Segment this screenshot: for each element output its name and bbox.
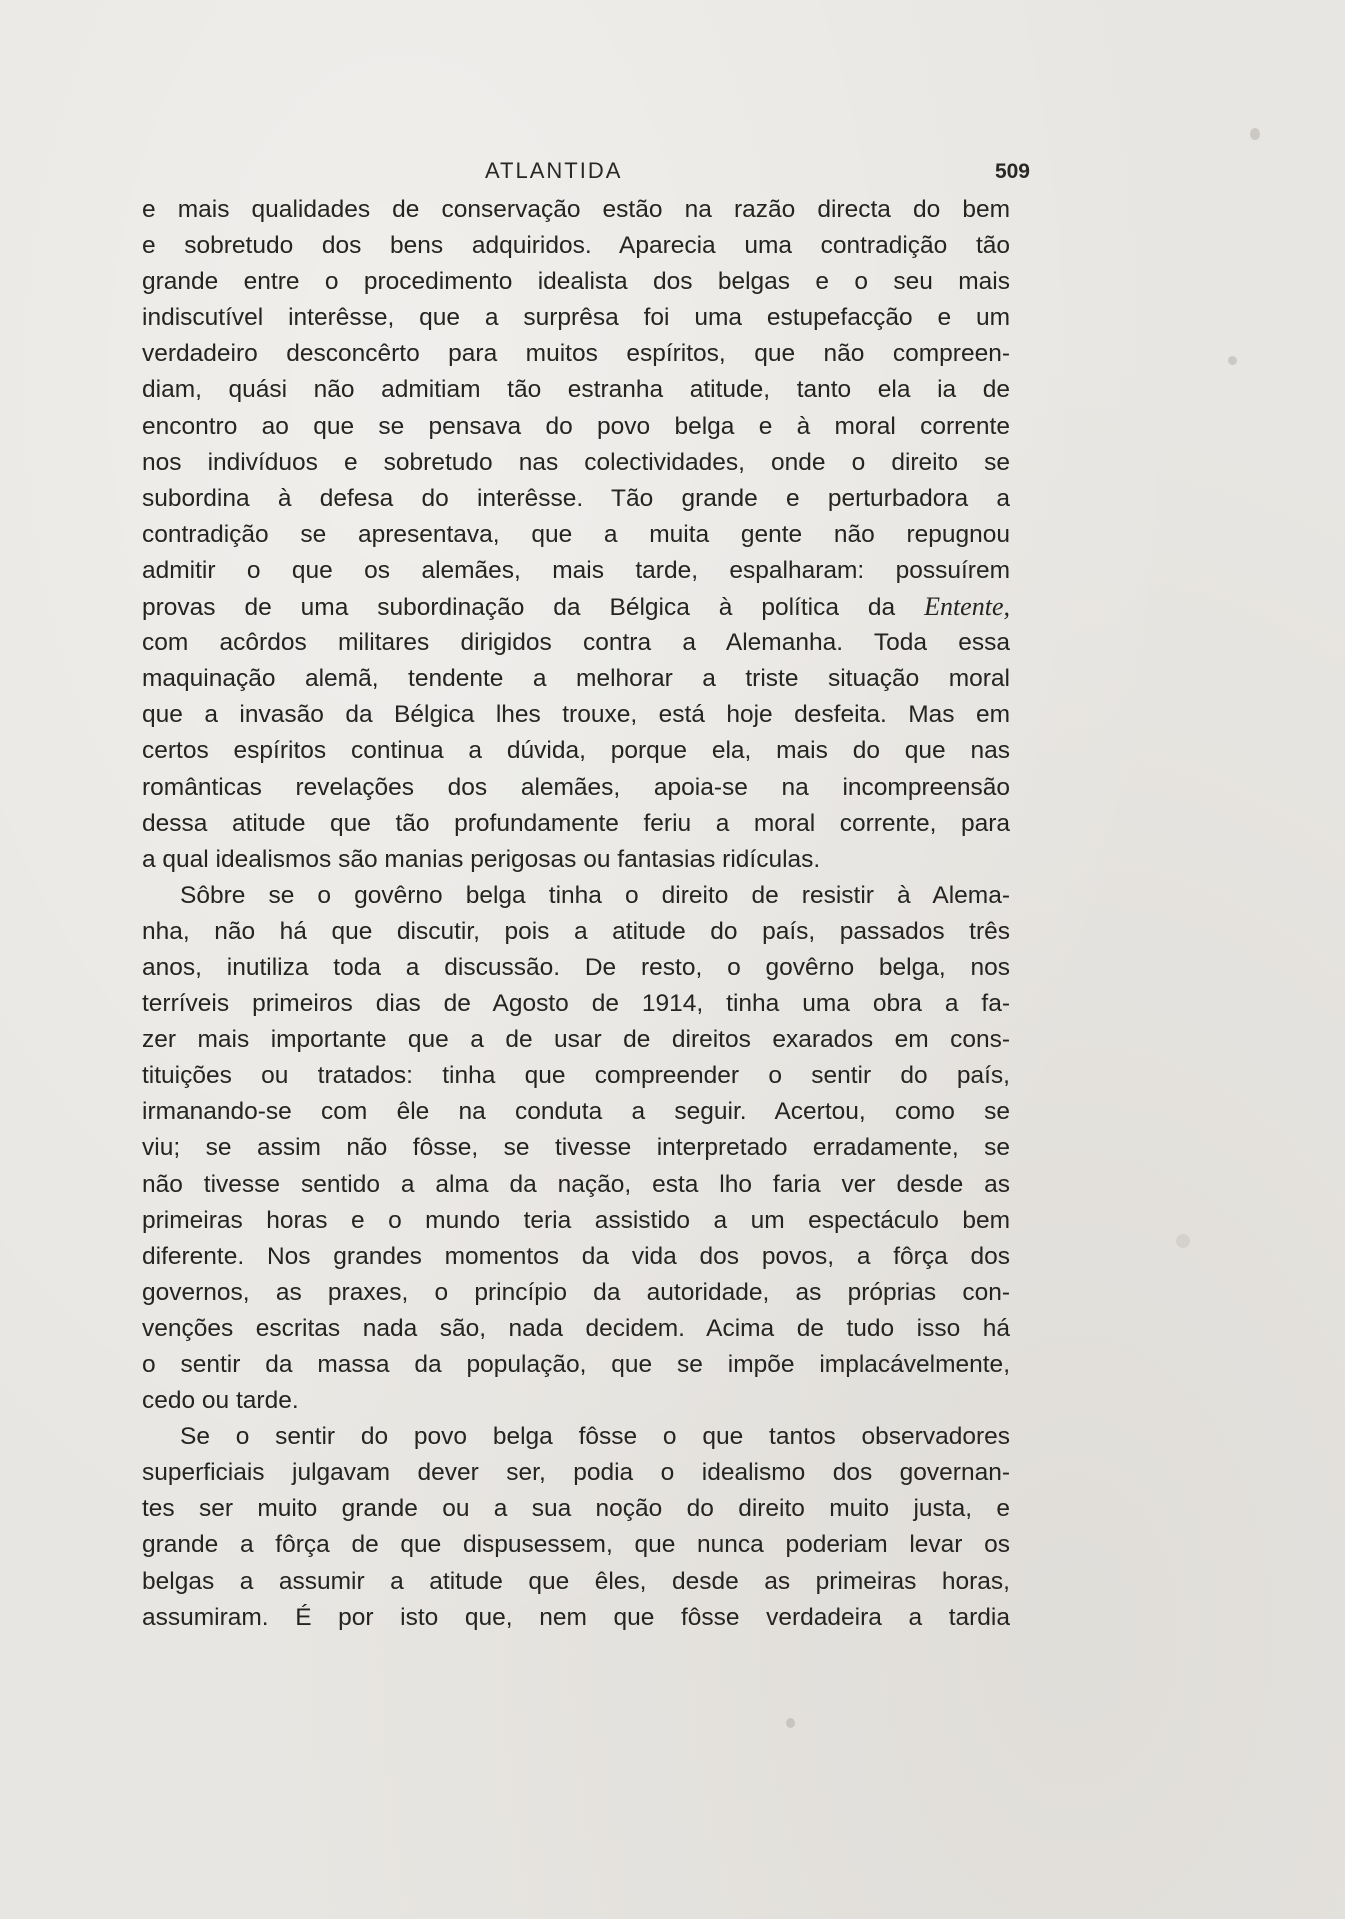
text-line: maquinação alemã, tendente a melhorar a triste situação moral xyxy=(142,665,1010,693)
text-line: tituições ou tratados: tinha que compreender o sentir do país, xyxy=(142,1062,1010,1090)
text-line: tes ser muito grande ou a sua noção do direito muito justa, e xyxy=(142,1495,1010,1523)
text-line: encontro ao que se pensava do povo belga e à moral corrente xyxy=(142,412,1010,440)
running-title: ATLANTIDA xyxy=(485,158,623,183)
text-line: terríveis primeiros dias de Agosto de 1914, tinha uma obra a fa- xyxy=(142,990,1010,1018)
paragraph xyxy=(142,1419,1010,1636)
text-line: viu; se assim não fôsse, se tivesse interpretado erradamente, se xyxy=(142,1134,1010,1162)
text-line: com acôrdos militares dirigidos contra a Alemanha. Toda essa xyxy=(142,629,1010,657)
paragraph xyxy=(142,192,1010,878)
text-line: superficiais julgavam dever ser, podia o idealismo dos governan- xyxy=(142,1459,1010,1487)
text-line: e sobretudo dos bens adquiridos. Aparecia uma contradição tão xyxy=(142,232,1010,260)
text-line: governos, as praxes, o princípio da autoridade, as próprias con- xyxy=(142,1278,1010,1306)
text-line: assumiram. É por isto que, nem que fôsse verdadeira a tardia xyxy=(142,1603,1010,1631)
text-line: provas de uma subordinação da Bélgica à política da Entente, xyxy=(142,592,1010,622)
italic-term: Entente, xyxy=(924,592,1010,622)
text-line: admitir o que os alemães, mais tarde, espalharam: possuírem xyxy=(142,556,1010,584)
text-line: Se o sentir do povo belga fôsse o que tantos observadores xyxy=(180,1423,1010,1451)
text-line: que a invasão da Bélgica lhes trouxe, está hoje desfeita. Mas em xyxy=(142,701,1010,729)
text-line: não tivesse sentido a alma da nação, esta lho faria ver desde as xyxy=(142,1170,1010,1198)
text-line: o sentir da massa da população, que se impõe implacávelmente, xyxy=(142,1351,1010,1378)
text-line: diferente. Nos grandes momentos da vida dos povos, a fôrça dos xyxy=(142,1242,1010,1270)
text-line: indiscutível interêsse, que a surprêsa foi uma estupefacção e um xyxy=(142,304,1010,332)
text-line: nos indivíduos e sobretudo nas colectividades, onde o direito se xyxy=(142,448,1010,476)
text-line: zer mais importante que a de usar de direitos exarados em cons- xyxy=(142,1026,1010,1054)
paper-speck xyxy=(1228,356,1237,365)
running-head xyxy=(140,158,1030,188)
text-line: belgas a assumir a atitude que êles, desde as primeiras horas, xyxy=(142,1567,1010,1595)
paper-speck xyxy=(1250,128,1260,140)
paragraph xyxy=(142,878,1010,1419)
text-line: contradição se apresentava, que a muita gente não repugnou xyxy=(142,520,1010,548)
text-line: certos espíritos continua a dúvida, porque ela, mais do que nas xyxy=(142,737,1010,765)
text-line: subordina à defesa do interêsse. Tão grande e perturbadora a xyxy=(142,484,1010,512)
text-line: diam, quási não admitiam tão estranha atitude, tanto ela ia de xyxy=(142,376,1010,404)
text-line: primeiras horas e o mundo teria assistido a um espectáculo bem xyxy=(142,1206,1010,1234)
text-line: românticas revelações dos alemães, apoia-se na incompreensão xyxy=(142,773,1010,801)
text-line: grande a fôrça de que dispusessem, que nunca poderiam levar os xyxy=(142,1531,1010,1559)
text-line: verdadeiro desconcêrto para muitos espíritos, que não compreen- xyxy=(142,340,1010,368)
text-line: Sôbre se o govêrno belga tinha o direito de resistir à Alema- xyxy=(180,881,1010,909)
text-line: a qual idealismos são manias perigosas ou fantasias ridículas. xyxy=(142,845,821,873)
paper-speck xyxy=(1176,1234,1190,1248)
text-line: cedo ou tarde. xyxy=(142,1387,299,1415)
text-line: grande entre o procedimento idealista dos belgas e o seu mais xyxy=(142,268,1010,296)
text-line: nha, não há que discutir, pois a atitude do país, passados três xyxy=(142,917,1010,945)
text-line: venções escritas nada são, nada decidem. Acima de tudo isso há xyxy=(142,1314,1010,1342)
page-number: 509 xyxy=(994,160,1030,183)
body-text xyxy=(142,192,1010,1636)
paper-speck xyxy=(786,1718,795,1728)
text-line: e mais qualidades de conservação estão na razão directa do bem xyxy=(142,196,1010,223)
text-line: dessa atitude que tão profundamente feriu a moral corrente, para xyxy=(142,809,1010,837)
text-line: irmanando-se com êle na conduta a seguir. Acertou, como se xyxy=(142,1098,1010,1126)
text-line: anos, inutiliza toda a discussão. De resto, o govêrno belga, nos xyxy=(142,953,1010,981)
